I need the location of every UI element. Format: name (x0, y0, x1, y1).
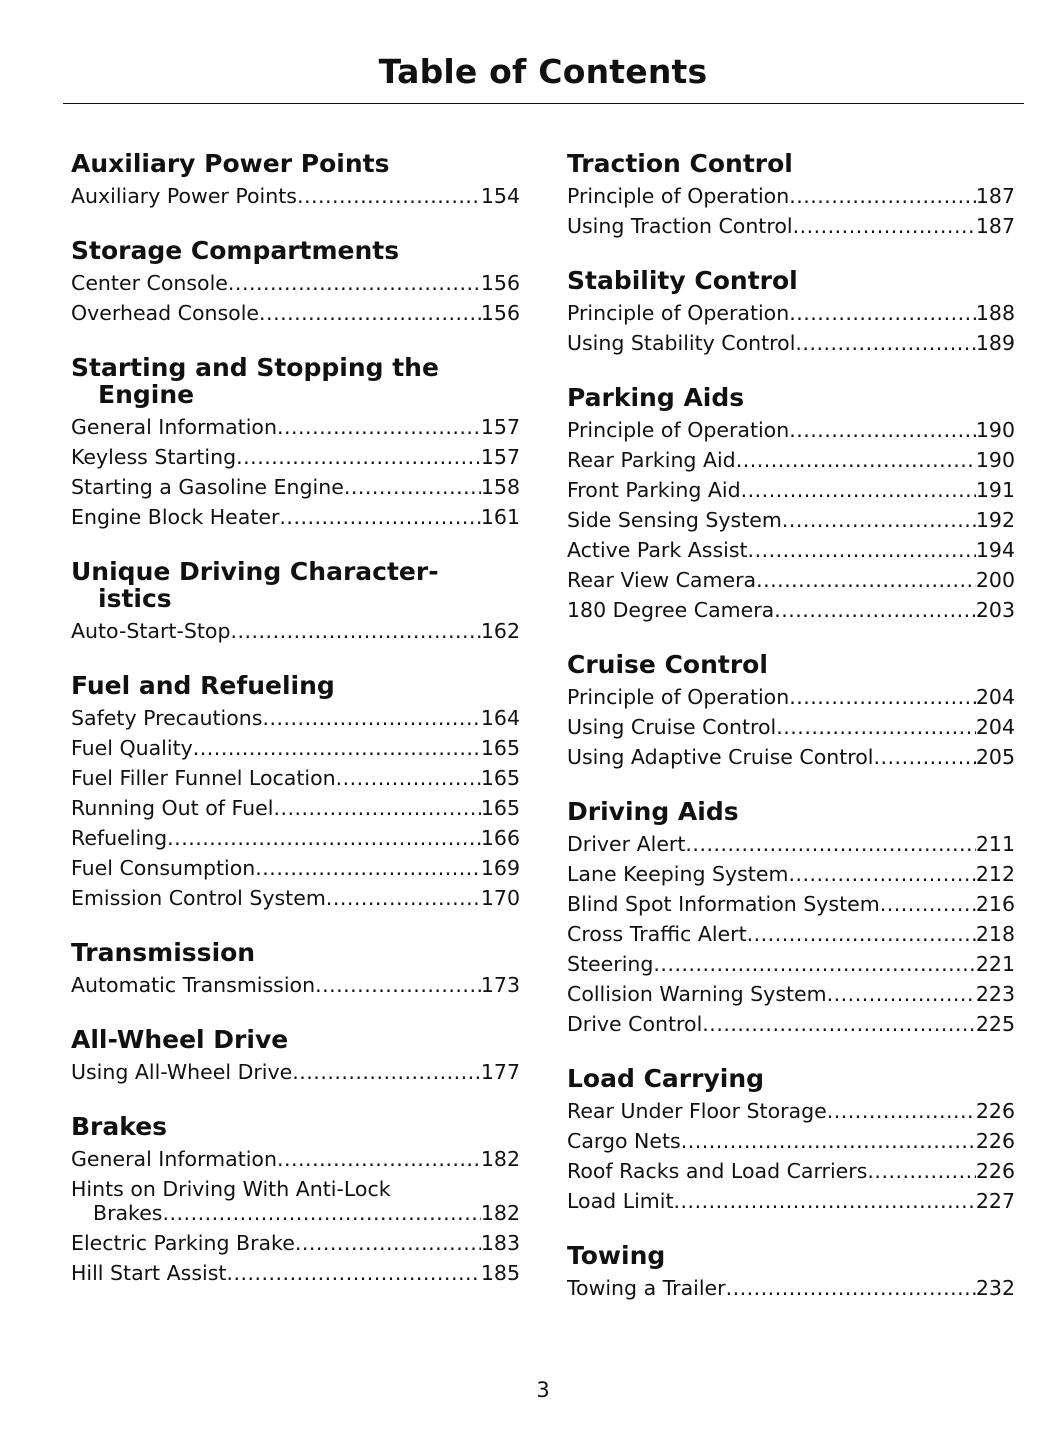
toc-entry[interactable] (567, 1126, 1015, 1156)
entry-title: Safety Precautions (71, 706, 263, 730)
toc-entry[interactable] (567, 1009, 1015, 1039)
section-heading: Cruise Control (567, 650, 768, 679)
entry-page-number: 177 (480, 1060, 520, 1084)
entry-page-number: 189 (975, 331, 1015, 355)
entry-title: Rear Under Floor Storage (567, 1099, 827, 1123)
entry-title: Active Park Assist (567, 538, 748, 562)
toc-entry[interactable] (567, 712, 1015, 742)
entry-title: Electric Parking Brake (71, 1231, 295, 1255)
entry-page-number: 190 (975, 418, 1015, 442)
entry-title: Refueling (71, 826, 168, 850)
toc-entry[interactable] (567, 505, 1015, 535)
section-heading: Traction Control (567, 149, 793, 178)
dot-leader (273, 793, 480, 823)
entry-title: Using Traction Control (567, 214, 793, 238)
entry-title: Fuel Quality (71, 736, 193, 760)
page-title: Table of Contents (378, 52, 708, 91)
dot-leader (776, 712, 976, 742)
entry-page-number: 204 (975, 685, 1015, 709)
toc-entry[interactable] (71, 1057, 520, 1087)
toc-section-storage-compartments (71, 237, 520, 328)
dot-leader (297, 181, 481, 211)
section-heading: Parking Aids (567, 383, 745, 412)
dot-leader (230, 616, 480, 646)
entry-page-number: 166 (480, 826, 520, 850)
section-entry-list (567, 181, 1015, 241)
toc-entry[interactable] (567, 298, 1015, 328)
toc-right-column (567, 150, 1015, 1329)
toc-entry[interactable] (71, 616, 520, 646)
entry-page-number: 154 (480, 184, 520, 208)
dot-leader (789, 181, 976, 211)
toc-entry[interactable] (567, 565, 1015, 595)
toc-section-brakes (71, 1113, 520, 1288)
entry-page-number: 170 (480, 886, 520, 910)
toc-entry[interactable] (71, 793, 520, 823)
dot-leader (827, 979, 976, 1009)
entry-title: Rear Parking Aid (567, 448, 736, 472)
entry-title: Load Limit (567, 1189, 674, 1213)
section-heading: Auxiliary Power Points (71, 149, 390, 178)
entry-title: Drive Control (567, 1012, 703, 1036)
section-entry-list (71, 1057, 520, 1087)
dot-leader (789, 298, 976, 328)
toc-section-starting-and-stopping-the-engine (71, 354, 520, 532)
dot-leader (880, 889, 976, 919)
entry-page-number: 187 (975, 184, 1015, 208)
toc-entry[interactable] (567, 328, 1015, 358)
dot-leader (867, 1156, 975, 1186)
toc-entry[interactable] (567, 445, 1015, 475)
toc-section-cruise-control (567, 651, 1015, 772)
entry-page-number: 157 (480, 415, 520, 439)
entry-page-number: 223 (975, 982, 1015, 1006)
section-entry-list (567, 1096, 1015, 1216)
toc-entry[interactable] (71, 1258, 520, 1288)
entry-title: Principle of Operation (567, 685, 790, 709)
toc-entry[interactable] (567, 1096, 1015, 1126)
toc-entry[interactable] (71, 1144, 520, 1174)
toc-entry[interactable] (71, 703, 520, 733)
section-heading: Brakes (71, 1112, 168, 1141)
section-heading: Driving Aids (567, 797, 739, 826)
entry-title: Using Adaptive Cruise Control (567, 745, 874, 769)
entry-page-number: 226 (975, 1129, 1015, 1153)
section-entry-list (71, 616, 520, 646)
dot-leader (674, 1186, 976, 1216)
entry-page-number: 211 (975, 832, 1015, 856)
entry-title: Using All-Wheel Drive (71, 1060, 293, 1084)
section-entry-list (71, 703, 520, 913)
entry-title: Cargo Nets (567, 1129, 681, 1153)
toc-entry[interactable] (71, 1228, 520, 1258)
dot-leader (326, 883, 481, 913)
toc-entry[interactable] (71, 298, 520, 328)
dot-leader (681, 1126, 976, 1156)
entry-page-number: 165 (480, 766, 520, 790)
dot-leader (748, 535, 976, 565)
entry-title: Brakes (93, 1201, 163, 1225)
entry-title: Starting a Gasoline Engine (71, 475, 344, 499)
toc-left-column (71, 150, 520, 1314)
entry-page-number: 187 (975, 214, 1015, 238)
section-heading: Stability Control (567, 266, 798, 295)
entry-page-number: 205 (975, 745, 1015, 769)
dot-leader (789, 682, 976, 712)
dot-leader (827, 1096, 976, 1126)
entry-title: Front Parking Aid (567, 478, 741, 502)
entry-title: Keyless Starting (71, 445, 237, 469)
entry-title: Steering (567, 952, 654, 976)
entry-title: Running Out of Fuel (71, 796, 274, 820)
toc-section-load-carrying (567, 1065, 1015, 1216)
toc-section-traction-control (567, 150, 1015, 241)
toc-entry[interactable] (567, 889, 1015, 919)
section-heading: Towing (567, 1241, 666, 1270)
dot-leader (315, 970, 481, 1000)
dot-leader (228, 268, 481, 298)
toc-entry[interactable] (71, 472, 520, 502)
toc-entry[interactable] (567, 595, 1015, 625)
entry-line-2 (71, 1201, 520, 1225)
entry-page-number: 165 (480, 736, 520, 760)
toc-entry[interactable] (71, 970, 520, 1000)
dot-leader (193, 733, 481, 763)
toc-entry[interactable] (567, 949, 1015, 979)
entry-title: Auxiliary Power Points (71, 184, 297, 208)
dot-leader (279, 502, 480, 532)
entry-title: Blind Spot Information System (567, 892, 880, 916)
toc-entry[interactable] (71, 763, 520, 793)
section-heading: Unique Driving Character- istics (71, 557, 439, 613)
entry-page-number: 173 (480, 973, 520, 997)
entry-title: General Information (71, 1147, 277, 1171)
toc-section-transmission (71, 939, 520, 1000)
entry-page-number: 182 (480, 1201, 520, 1225)
section-heading: Load Carrying (567, 1064, 765, 1093)
entry-page-number: 226 (975, 1159, 1015, 1183)
entry-title: Driver Alert (567, 832, 686, 856)
entry-page-number: 161 (480, 505, 520, 529)
toc-entry[interactable] (567, 979, 1015, 1009)
toc-section-driving-aids (567, 798, 1015, 1039)
dot-leader (793, 211, 976, 241)
dot-leader (226, 1258, 480, 1288)
dot-leader (277, 412, 481, 442)
toc-section-unique-driving-character-istics (71, 558, 520, 646)
entry-title: Principle of Operation (567, 418, 790, 442)
entry-title: Principle of Operation (567, 301, 790, 325)
entry-title: 180 Degree Camera (567, 598, 775, 622)
toc-entry[interactable] (567, 919, 1015, 949)
toc-entry[interactable] (567, 415, 1015, 445)
entry-title: Automatic Transmission (71, 973, 316, 997)
toc-entry[interactable] (71, 853, 520, 883)
toc-entry[interactable] (567, 1156, 1015, 1186)
entry-title: Rear View Camera (567, 568, 757, 592)
entry-page-number: 225 (975, 1012, 1015, 1036)
toc-entry[interactable] (71, 412, 520, 442)
toc-entry[interactable] (71, 181, 520, 211)
dot-leader (167, 823, 481, 853)
section-entry-list (71, 1144, 520, 1288)
entry-page-number: 216 (975, 892, 1015, 916)
toc-section-fuel-and-refueling (71, 672, 520, 913)
toc-section-towing (567, 1242, 1015, 1303)
toc-entry[interactable] (567, 742, 1015, 772)
entry-page-number: 192 (975, 508, 1015, 532)
dot-leader (653, 949, 975, 979)
entry-title: Lane Keeping System (567, 862, 789, 886)
entry-page-number: 183 (480, 1231, 520, 1255)
section-heading: Fuel and Refueling (71, 671, 335, 700)
page-number: 3 (536, 1378, 550, 1402)
entry-page-number: 203 (975, 598, 1015, 622)
dot-leader (874, 742, 976, 772)
section-entry-list (71, 268, 520, 328)
entry-page-number: 200 (975, 568, 1015, 592)
entry-title: Emission Control System (71, 886, 326, 910)
section-entry-list (567, 415, 1015, 625)
entry-page-number: 194 (975, 538, 1015, 562)
entry-page-number: 162 (480, 619, 520, 643)
dot-leader (292, 1057, 481, 1087)
section-entry-list (567, 829, 1015, 1039)
toc-entry[interactable] (567, 829, 1015, 859)
dot-leader (795, 328, 975, 358)
entry-page-number: 190 (975, 448, 1015, 472)
toc-entry[interactable] (71, 1174, 520, 1228)
dot-leader (702, 1009, 976, 1039)
dot-leader (262, 703, 480, 733)
section-entry-list (567, 1273, 1015, 1303)
section-entry-list (71, 181, 520, 211)
toc-entry[interactable] (567, 859, 1015, 889)
toc-section-auxiliary-power-points (71, 150, 520, 211)
section-heading: Transmission (71, 938, 256, 967)
entry-title: Using Stability Control (567, 331, 796, 355)
entry-title: Overhead Console (71, 301, 260, 325)
entry-title: Side Sensing System (567, 508, 782, 532)
dot-leader (163, 1201, 481, 1225)
entry-title: General Information (71, 415, 277, 439)
toc-entry[interactable] (71, 268, 520, 298)
entry-title: Hints on Driving With Anti-Lock (71, 1177, 391, 1201)
dot-leader (736, 445, 976, 475)
entry-title: Engine Block Heater (71, 505, 280, 529)
entry-title: Center Console (71, 271, 228, 295)
toc-entry[interactable] (71, 823, 520, 853)
entry-page-number: 156 (480, 301, 520, 325)
dot-leader (336, 763, 481, 793)
entry-page-number: 191 (975, 478, 1015, 502)
entry-page-number: 185 (480, 1261, 520, 1285)
toc-section-all-wheel-drive (71, 1026, 520, 1087)
section-entry-list (71, 412, 520, 532)
toc-entry[interactable] (71, 442, 520, 472)
section-heading: Starting and Stopping the Engine (71, 353, 439, 409)
section-entry-list (567, 298, 1015, 358)
toc-entry[interactable] (71, 502, 520, 532)
entry-title: Roof Racks and Load Carriers (567, 1159, 868, 1183)
toc-entry[interactable] (567, 535, 1015, 565)
section-heading: Storage Compartments (71, 236, 400, 265)
entry-page-number: 157 (480, 445, 520, 469)
entry-title: Fuel Consumption (71, 856, 256, 880)
toc-section-parking-aids (567, 384, 1015, 625)
toc-entry[interactable] (71, 883, 520, 913)
dot-leader (255, 853, 481, 883)
dot-leader (741, 475, 976, 505)
entry-title: Using Cruise Control (567, 715, 777, 739)
entry-title: Towing a Trailer (567, 1276, 726, 1300)
entry-title: Principle of Operation (567, 184, 790, 208)
dot-leader (756, 565, 976, 595)
section-heading: All-Wheel Drive (71, 1025, 289, 1054)
dot-leader (685, 829, 975, 859)
section-entry-list (71, 970, 520, 1000)
entry-title: Auto-Start-Stop (71, 619, 231, 643)
entry-title: Collision Warning System (567, 982, 827, 1006)
entry-title: Fuel Filler Funnel Location (71, 766, 336, 790)
entry-page-number: 158 (480, 475, 520, 499)
toc-entry[interactable] (567, 1273, 1015, 1303)
entry-page-number: 204 (975, 715, 1015, 739)
toc-section-stability-control (567, 267, 1015, 358)
toc-entry[interactable] (567, 682, 1015, 712)
dot-leader (259, 298, 481, 328)
toc-entry[interactable] (567, 181, 1015, 211)
toc-entry[interactable] (567, 475, 1015, 505)
entry-title: Cross Traffic Alert (567, 922, 747, 946)
entry-page-number: 169 (480, 856, 520, 880)
title-divider (63, 103, 1024, 104)
entry-page-number: 226 (975, 1099, 1015, 1123)
entry-page-number: 232 (975, 1276, 1015, 1300)
toc-entry[interactable] (71, 733, 520, 763)
dot-leader (295, 1228, 481, 1258)
entry-page-number: 221 (975, 952, 1015, 976)
entry-page-number: 188 (975, 301, 1015, 325)
toc-entry[interactable] (567, 211, 1015, 241)
dot-leader (789, 415, 976, 445)
entry-page-number: 227 (975, 1189, 1015, 1213)
entry-page-number: 218 (975, 922, 1015, 946)
dot-leader (774, 595, 976, 625)
dot-leader (236, 442, 481, 472)
entry-page-number: 182 (480, 1147, 520, 1171)
entry-page-number: 165 (480, 796, 520, 820)
entry-page-number: 156 (480, 271, 520, 295)
dot-leader (344, 472, 481, 502)
section-entry-list (567, 682, 1015, 772)
dot-leader (277, 1144, 481, 1174)
entry-title: Hill Start Assist (71, 1261, 227, 1285)
dot-leader (782, 505, 976, 535)
entry-line-1 (71, 1177, 520, 1201)
entry-page-number: 212 (975, 862, 1015, 886)
dot-leader (747, 919, 976, 949)
entry-page-number: 164 (480, 706, 520, 730)
dot-leader (726, 1273, 976, 1303)
dot-leader (788, 859, 975, 889)
toc-entry[interactable] (567, 1186, 1015, 1216)
